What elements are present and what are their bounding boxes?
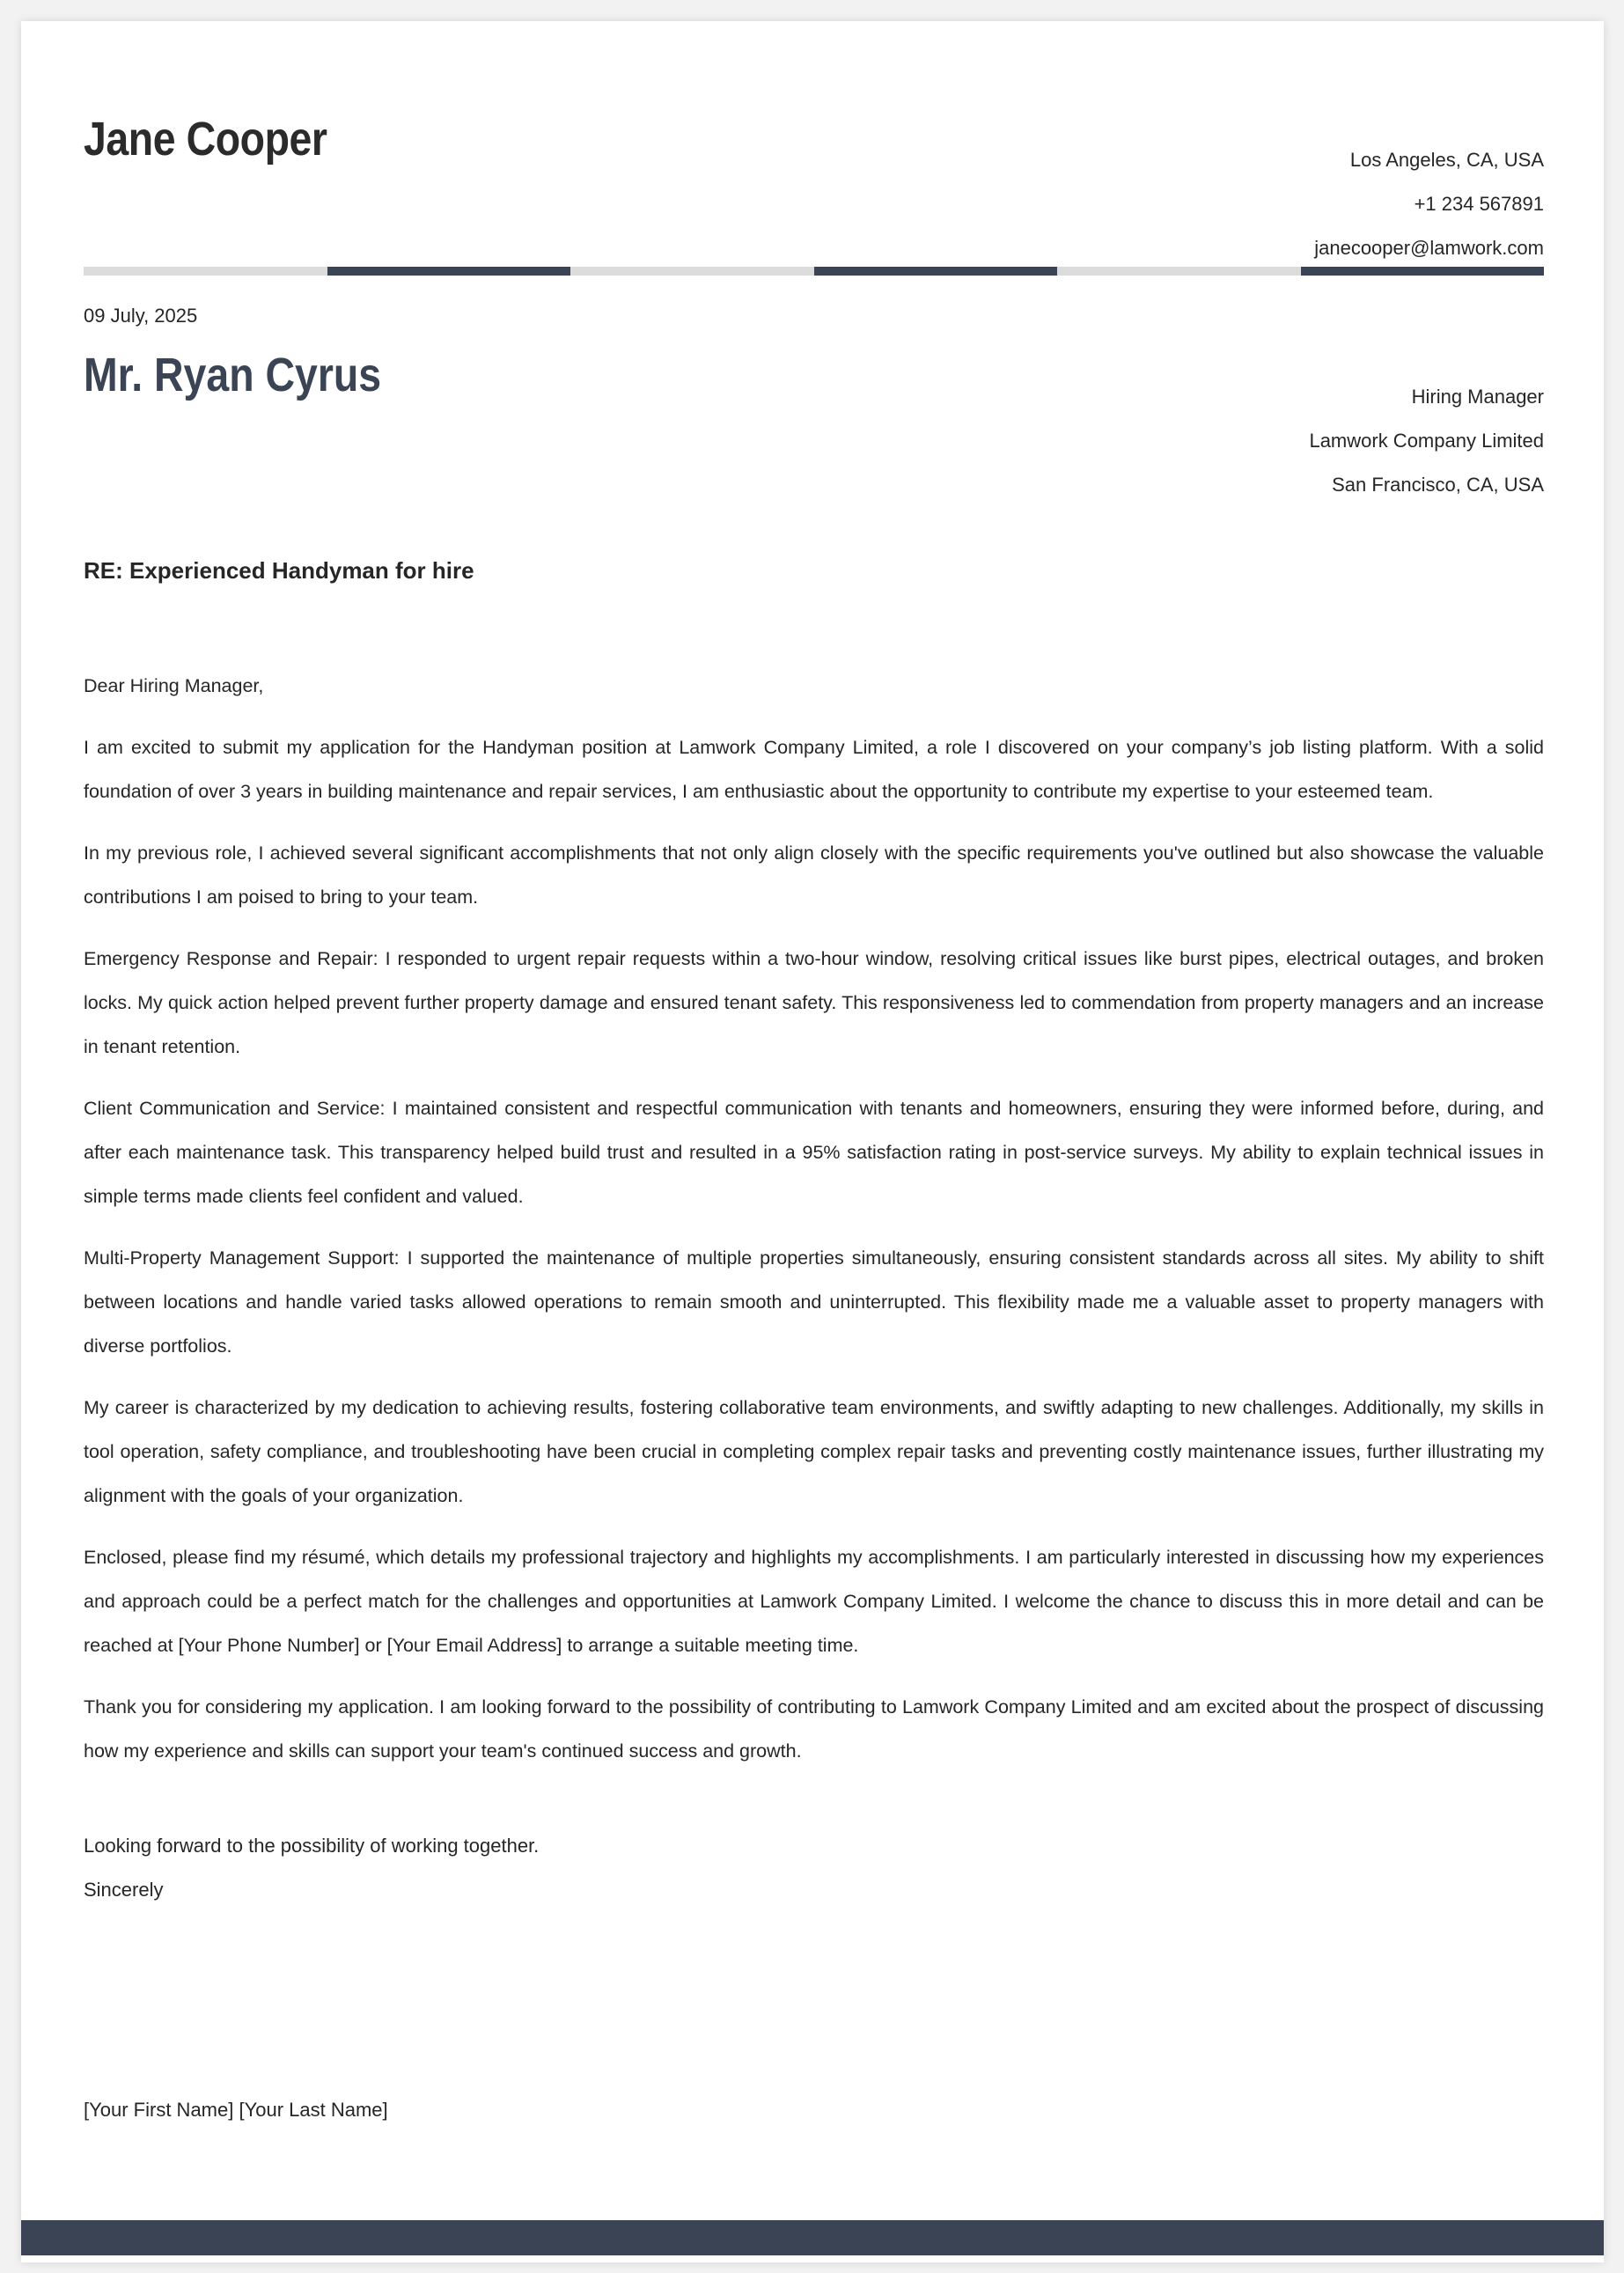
divider-segment xyxy=(1301,267,1545,276)
recipient-company: Lamwork Company Limited xyxy=(1309,430,1544,452)
divider-segment xyxy=(1057,267,1301,276)
sender-email: janecooper@lamwork.com xyxy=(1314,237,1544,259)
letter-date: 09 July, 2025 xyxy=(84,305,198,327)
letter-page xyxy=(21,21,1604,2262)
divider-segment xyxy=(84,267,327,276)
body-paragraph: In my previous role, I achieved several significant accomplishments that not only align closely with the specific requirements you've outlined but also showcase the valuable contributions I am poised to bring to your team. xyxy=(84,842,1544,908)
divider-segment xyxy=(570,267,814,276)
header-divider xyxy=(84,267,1544,276)
sign-off: Sincerely xyxy=(84,1879,164,1901)
body-paragraph: Thank you for considering my application. I am looking forward to the possibility of contributing to Lamwork Company Limited and am excited about the prospect of discussing how my experience and skills can support your team's continued success and growth. xyxy=(84,1696,1544,1762)
divider-segment xyxy=(327,267,571,276)
recipient-name: Mr. Ryan Cyrus xyxy=(84,349,382,401)
salutation: Dear Hiring Manager, xyxy=(84,675,264,696)
closing-line: Looking forward to the possibility of working together. xyxy=(84,1835,540,1857)
body-paragraph: My career is characterized by my dedication to achieving results, fostering collaborative team environments, and swiftly adapting to new challenges. Additionally, my skills in tool operation, safety compliance, and troubleshooting have been crucial in completing complex repair tasks and preventing costly maintenance issues, further illustrating my alignment with the goals of your organization. xyxy=(84,1397,1544,1506)
body-paragraph: Enclosed, please find my résumé, which details my professional trajectory and highlights my accomplishments. I am particularly interested in discussing how my experiences and approach could be a perfect match for the challenges and opportunities at Lamwork Company Limited. I welcome the chance to discuss this in more detail and can be reached at [Your Phone Number] or [Your Email Address] to arrange a suitable meeting time. xyxy=(84,1547,1544,1656)
sender-phone: +1 234 567891 xyxy=(1414,193,1544,215)
recipient-title: Hiring Manager xyxy=(1411,386,1544,408)
sender-location: Los Angeles, CA, USA xyxy=(1349,149,1544,171)
footer-bar xyxy=(21,2220,1604,2255)
sender-name: Jane Cooper xyxy=(84,113,327,166)
divider-segment xyxy=(814,267,1058,276)
letter-subject: RE: Experienced Handyman for hire xyxy=(84,557,474,584)
letter-body xyxy=(84,664,1544,1791)
letter-closing xyxy=(84,1824,539,1912)
sender-contact xyxy=(1314,138,1544,270)
recipient-info xyxy=(1309,375,1544,507)
body-paragraph: I am excited to submit my application for the Handyman position at Lamwork Company Limited, a role I discovered on your company’s job listing platform. With a solid foundation of over 3 years in building maintenance and repair services, I am enthusiastic about the opportunity to contribute my expertise to your esteemed team. xyxy=(84,737,1544,802)
body-paragraph: Client Communication and Service: I maintained consistent and respectful communication with tenants and homeowners, ensuring they were informed before, during, and after each maintenance task. This transparency helped build trust and resulted in a 95% satisfaction rating in post-service surveys. My ability to explain technical issues in simple terms made clients feel confident and valued. xyxy=(84,1098,1544,1207)
body-paragraph: Multi-Property Management Support: I supported the maintenance of multiple properties simultaneously, ensuring consistent standards across all sites. My ability to shift between locations and handle varied tasks allowed operations to remain smooth and uninterrupted. This flexibility made me a valuable asset to property managers with diverse portfolios. xyxy=(84,1247,1544,1357)
signature-name: [Your First Name] [Your Last Name] xyxy=(84,2099,388,2121)
body-paragraph: Emergency Response and Repair: I responded to urgent repair requests within a two-hour window, resolving critical issues like burst pipes, electrical outages, and broken locks. My quick action helped prevent further property damage and ensured tenant safety. This responsiveness led to commendation from property managers and an increase in tenant retention. xyxy=(84,948,1544,1057)
recipient-location: San Francisco, CA, USA xyxy=(1332,474,1544,496)
